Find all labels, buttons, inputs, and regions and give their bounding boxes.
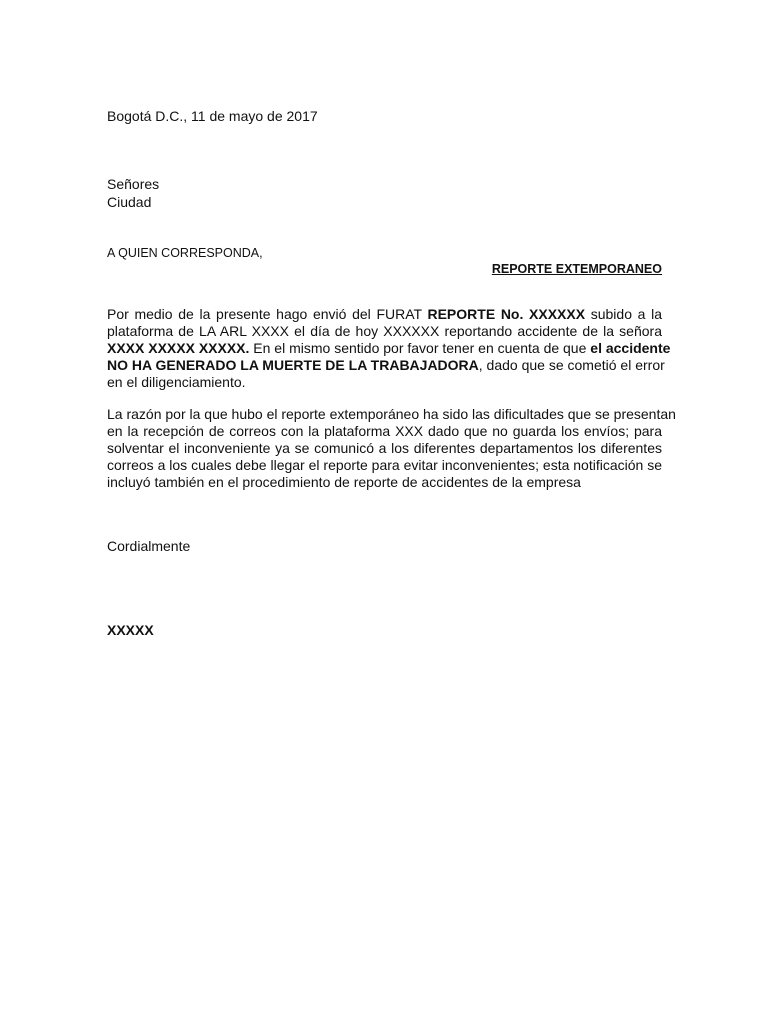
paragraph-2-line-5: incluyó también en el procedimiento de reporte de accidentes de la empresa <box>107 474 581 490</box>
signature: XXXXX <box>107 622 154 638</box>
paragraph-2-line-4: correos a los cuales debe llegar el reporte para evitar inconvenientes; esta notificación se <box>107 457 662 473</box>
closing: Cordialmente <box>107 538 191 554</box>
recipient-line-2: Ciudad <box>107 194 152 210</box>
letter-date: Bogotá D.C., 11 de mayo de 2017 <box>107 108 318 124</box>
paragraph-2 <box>107 406 676 491</box>
paragraph-1-line-2: plataforma de LA ARL XXXX el día de hoy XXXXXX reportando accidente de la señora <box>107 323 662 339</box>
paragraph-2-line-1: La razón por la que hubo el reporte extemporáneo ha sido las dificultades que se presentan <box>107 406 676 422</box>
paragraph-1 <box>107 306 671 391</box>
paragraph-1-line-3: XXXX XXXXX XXXXX. En el mismo sentido por favor tener en cuenta de que el accidente <box>107 340 671 356</box>
recipient-line-1: Señores <box>107 176 160 192</box>
subject-line: REPORTE EXTEMPORANEO <box>491 262 662 276</box>
paragraph-1-line-4: NO HA GENERADO LA MUERTE DE LA TRABAJADORA, dado que se cometió el error <box>107 357 665 373</box>
salutation: A QUIEN CORRESPONDA, <box>107 246 263 260</box>
paragraph-1-line-5: en el diligenciamiento. <box>107 374 246 390</box>
paragraph-1-line-1: Por medio de la presente hago envió del FURAT REPORTE No. XXXXXX subido a la <box>107 306 662 322</box>
paragraph-2-line-3: solventar el inconveniente ya se comunicó a los diferentes departamentos los diferentes <box>107 440 662 456</box>
paragraph-2-line-2: en la recepción de correos con la plataforma XXX dado que no guarda los envíos; para <box>107 423 662 439</box>
